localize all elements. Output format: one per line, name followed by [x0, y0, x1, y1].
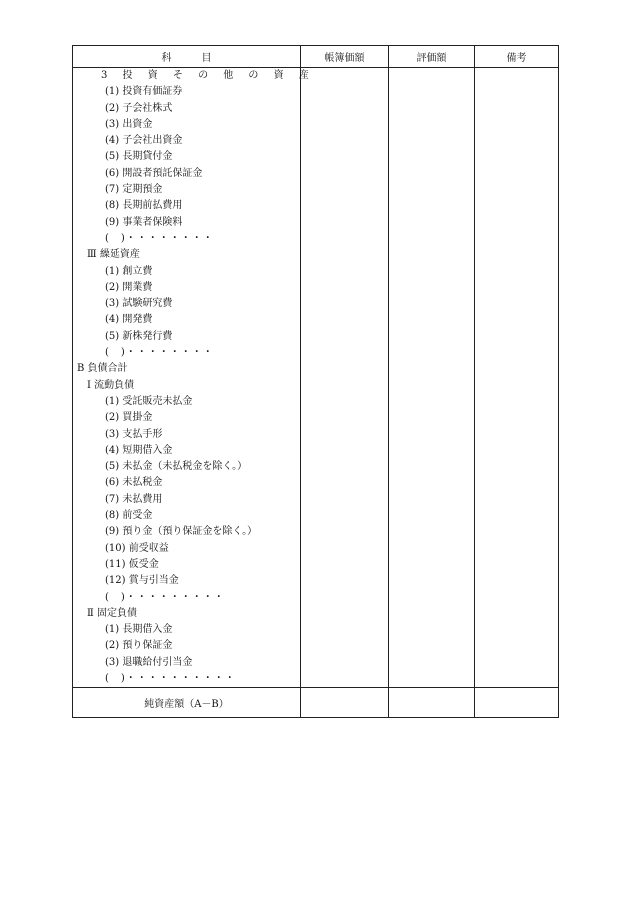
line-item: ( )・・・・・・・・ — [105, 347, 214, 359]
line-item: (6) 開設者預託保証金 — [105, 167, 203, 179]
net-assets-remarks[interactable] — [475, 688, 559, 718]
line-item: (10) 前受収益 — [105, 542, 169, 554]
line-item: (3) 出資金 — [105, 118, 153, 130]
line-item: (11) 仮受金 — [105, 558, 159, 570]
line-item: (3) 支払手形 — [105, 428, 163, 440]
line-item: (6) 未払税金 — [105, 477, 163, 489]
line-item: (7) 未払費用 — [105, 493, 163, 505]
line-item: (4) 開発費 — [105, 314, 153, 326]
net-assets-appraisal[interactable] — [389, 688, 475, 718]
net-assets-book-value[interactable] — [301, 688, 389, 718]
line-item: (4) 子会社出資金 — [105, 135, 183, 147]
line-item: (2) 子会社株式 — [105, 102, 173, 114]
line-item: B 負債合計 — [77, 363, 128, 375]
items-cell — [73, 68, 315, 688]
line-item: (5) 新株発行費 — [105, 330, 173, 342]
line-item: Ⅲ 繰延資産 — [87, 249, 140, 261]
net-assets-label: 純資産額（A－B） — [73, 688, 301, 718]
line-item: (12) 賞与引当金 — [105, 575, 179, 587]
line-item: (8) 前受金 — [105, 510, 153, 522]
line-item: (9) 事業者保険料 — [105, 216, 183, 228]
line-item: (3) 退職給付引当金 — [105, 656, 193, 668]
line-item: (2) 預り保証金 — [105, 640, 173, 652]
line-item: (5) 未払金（未払税金を除く。） — [105, 461, 248, 473]
line-item: (8) 長期前払費用 — [105, 200, 183, 212]
header-subject: 科 目 — [73, 46, 301, 68]
balance-table — [72, 45, 559, 718]
line-item: (1) 創立費 — [105, 265, 153, 277]
remarks-cell[interactable] — [475, 68, 559, 688]
line-item: (9) 預り金（預り保証金を除く。） — [105, 526, 258, 538]
items-row — [73, 68, 559, 688]
book-value-cell[interactable] — [301, 68, 389, 688]
line-item: (5) 長期貸付金 — [105, 151, 173, 163]
line-item: (1) 投資有価証券 — [105, 86, 183, 98]
line-item: 3 投 資 そ の 他 の 資 産 — [101, 70, 315, 81]
line-item: (1) 長期借入金 — [105, 624, 173, 636]
total-row — [73, 688, 559, 718]
line-item: (2) 開業費 — [105, 281, 153, 293]
header-remarks: 備考 — [475, 46, 559, 68]
line-item: (3) 試験研究費 — [105, 298, 173, 310]
line-item: (1) 受託販売未払金 — [105, 395, 193, 407]
header-row — [73, 46, 559, 68]
appraisal-cell[interactable] — [389, 68, 475, 688]
line-item: ( )・・・・・・・・ — [105, 232, 214, 244]
line-item: (4) 短期借入金 — [105, 444, 173, 456]
line-item: ( )・・・・・・・・・・ — [105, 672, 236, 684]
header-appraisal: 評価額 — [389, 46, 475, 68]
line-item: ( )・・・・・・・・・ — [105, 591, 225, 603]
line-item: Ⅱ 固定負債 — [87, 607, 137, 619]
header-book-value: 帳簿価額 — [301, 46, 389, 68]
line-item: Ⅰ 流動負債 — [87, 379, 135, 391]
line-item: (2) 買掛金 — [105, 412, 153, 424]
line-item: (7) 定期預金 — [105, 184, 163, 196]
